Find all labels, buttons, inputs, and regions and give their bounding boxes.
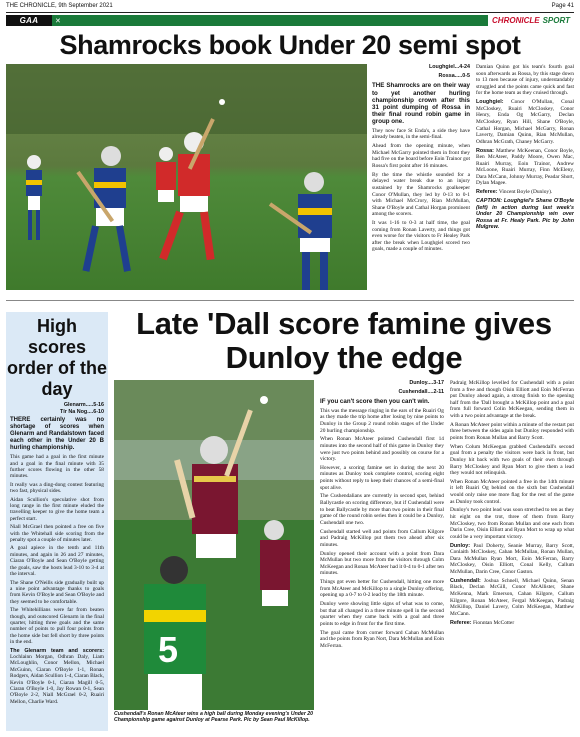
sidebar-lead: THERE certainly was no shortage of scores when Glenarm and Randalstown faced each other in the Under 20 B hurling championship. (10, 417, 104, 452)
team1-list: Conor O'Mullan, Conal McCloskey, Ruairi McCloskey, Conor Henry, Enda Og McGarry, Declan McCloskey, Ryan Hill, Shane O'Boyle, Cathal Horgan, Michael McGarry, Ronan Laverty, Damian Quinn, Rian McMullan, Odhran McGrath, Chaney McGarry. (476, 99, 574, 145)
story2-p14: Dunloy's two point lead was soon stretched to ten as they hit eight on the trot, three of them from Barry McCloskey, two from Ronan Mullan and one each from Darin Cree, Oisin Elliott and Ryan Mort to wrap up what could be a very important victory. (450, 507, 574, 540)
story1-p1: They now face St Enda's, a side they have already beaten, in the semi-final. (372, 127, 470, 141)
story1-p4: It was 1-16 to 0-3 at half time, the goal coming from Ronan Laverty, and things got even worse for the visitors to Fr Healey Park after the break when Loughgiel scored two goals, made a couple of minutes. (372, 220, 470, 253)
team2-label: Rossa: (476, 147, 494, 154)
story2-score-2: Cushendall....2-11 (398, 388, 444, 395)
story2-p5: Cushendall started well and points from Callum Kilgore and Padraig McKillop put them two ahead after six minutes. (320, 528, 444, 548)
story2-team1-label: Dunloy: (450, 542, 471, 549)
story1-p2: Ahead from the opening minute, when Michael McGarry pointed them in front they had five on the board before Eoin Trainor got Rossa's first point after 16 minutes. (372, 143, 470, 169)
sidebar-p7: The Whitehillians were far from beaten though, and outscored Glenarm in the final quarter, hitting three goals and the same number of points to pull four points from the home side but fell short by three points in the end. (10, 607, 104, 646)
sidebar-team-list: Lochlainn Morgan, Odhran Daly, Liam McLoughlin, Conor Mellon, Michael McGuinn, Ciaran O'Boyle 1-1, Ronan Rodgers, Aidan Scullion 1-4, Ciaran Black, Kevin O'Boyle 0-1, Ciaran Magill 0-5, Ciaran O'Boyle 1-0, Jay Rowan 0-1, Sean O'Boyle 2-2, Niall McGrael 0-2, Ruairi Mellon, Charlie Ward. (10, 653, 104, 705)
story2-p9: The goal came from corner forward Cahan McMullan and the points from Ryan Nort, Dara McMullan and Eoin McFerran. (320, 629, 444, 649)
story1-photo (6, 64, 367, 290)
story2-photo (114, 380, 314, 710)
sidebar-score-2: Tír Na Nog....6-10 (59, 408, 104, 415)
story1-score-1: Loughgiel...4-24 (428, 64, 470, 70)
sidebar-team (10, 648, 104, 706)
story1-headline: Shamrocks book Under 20 semi spot (59, 30, 521, 60)
story2-referee (450, 620, 574, 627)
sidebar-p3: Aidan Scullion's speculative shot from long range in the first minute eluded the travelling keeper to give the home team a perfect start. (10, 496, 104, 522)
story2-p3: However, a scoring famine set in during the next 20 minutes as Dunloy took complete control, scoring eight points without reply to keep their chances of a semi-final spot alive. (320, 464, 444, 491)
story2-team2-label: Cushendall: (450, 577, 481, 584)
referee-label: Referee: (476, 189, 498, 196)
team1-label: Loughgiel: (476, 99, 504, 106)
story2-p10: Padraig McKillop levelled for Cushendall with a point from a free and though Oisin Elliott and Eoin McFerran put Dunloy ahead again, a strong finish to the opening half from the 'Dall brought a McKillop point and a goal from full forward Colin McKeegan, sending them in with a two point advantage at the break. (450, 380, 574, 419)
svg-text:5: 5 (158, 629, 179, 670)
story1-caption (476, 198, 574, 231)
sidebar-p1: This game had a goal in the first minute and a goal in the final minute with 35 further scores flowing in the other 58 minutes. (10, 454, 104, 480)
story2-score-1: Dunloy....3-17 (409, 380, 444, 386)
story-divider (6, 300, 574, 301)
caption-label: CAPTION: (476, 198, 503, 205)
referee-name: Vincent Boyle (Dunloy). (498, 189, 553, 196)
sidebar-p4: Niall McGrael then pointed a free on five with the Whitehall side scoring from the penalty spot a couple of minutes later. (10, 524, 104, 544)
story2-column-b (450, 380, 574, 735)
story1-p5: Damian Quinn got his team's fourth goal soon afterwards as Rossa, by this stage down to 13 men because of injury, understandably struggled and the points came quick and fast for the home team as they cruised through. (476, 64, 574, 97)
hurley-icon: ✕ (55, 16, 61, 25)
story2-p13: When Ronan McAteer pointed a free in the 14th minute it left Ruairi Og behind on the sixth but Cushendall would only raise one more flag for the rest of the game as Dunloy took control. (450, 478, 574, 505)
story1-p3: By the time the whistle sounded for a delayed water break due to an injury sustained by the Shamrocks goalkeeper Conor O'Mullan, they led by 0-13 to 0-1 with Michael McCrory, Rian McMullan, Shane O'Boyle and Cathal Horgan prominent among the scorers. (372, 171, 470, 218)
header-rule (6, 12, 574, 13)
story2-referee-name: Fionntan McCotter (472, 619, 515, 626)
story2-p12: When Colum McKeegan grabbed Cushendall's second goal from a penalty the visitors were back in front, but Dunloy hit back with two goals of their own through Barry McCloskey and Ryan Mort to give them a lead they would not relinquish. (450, 443, 574, 477)
story1-score-2: Rossa.....0-5 (438, 72, 470, 79)
sidebar-headline: High scores order of the day (6, 316, 107, 399)
paper-date: THE CHRONICLE, 9th September 2021 (6, 3, 113, 9)
story2-team2 (450, 578, 574, 618)
sidebar-p5: A goal apiece in the tenth and 11th minutes, and again in 26 and 27 minutes, Ciaran O'Boyle and Sean O'Boyle getting the goals, saw the hosts lead 3-10 to 3-4 at the interval. (10, 545, 104, 578)
story1-team2 (476, 148, 574, 188)
story1-referee (476, 189, 574, 196)
sidebar-p2: It really was a ding-dong contest featuring two fast, physical sides. (10, 481, 104, 495)
story2-headline: Late 'Dall score famine gives Dunloy the edge (136, 306, 552, 375)
brand-sub: SPORT (542, 16, 570, 25)
story2-p1: This was the message ringing in the ears of the Ruairi Og as they made the trip home after losing by nine points to Dunloy in the Group 2 round robin stages of the Under 20 hurling championship. (320, 407, 444, 434)
story2-column-a (320, 380, 444, 735)
story1-lead: THE Shamrocks are on their way to yet another hurling championship crown after this 31 point dumping of Rossa in their final round robin game in group one. (372, 82, 470, 126)
story1-team1 (476, 99, 574, 145)
brand-main: CHRONICLE (492, 16, 540, 25)
story2-lead: IF you can't score then you can't win. (320, 398, 430, 406)
sidebar-story (6, 312, 108, 731)
brand-logo (488, 15, 574, 26)
story2-referee-label: Referee: (450, 619, 472, 626)
story2-caption: Cushendall's Ronan McAteer wins a high ball during Monday evening's Under 20 Championship game against Dunloy at Pearse Park. Pic by Sean Paul McKillop. (114, 711, 314, 724)
story2-team2-list: Joshua Schnell, Michael Quinn, Senan Black, Declan McGill, Conor McAllister, Shane McKenna, Mark Emerson, Cahan Kilgore, Callum Kilgore, Ronan McAteer, Fergal McKeegan, Padraig McKillop, Daniel Lavery, Colm McKeegan, Matthew McCann. (450, 577, 574, 617)
story2-p8: Dunloy were showing little signs of what was to come, but that all changed in a three minute spell in the second quarter when they came back with a goal and three points to edge in front for the first time. (320, 601, 444, 627)
story1-column-b (476, 64, 574, 290)
gaa-tab: GAA (6, 15, 52, 26)
section-banner (6, 15, 574, 26)
sidebar-p6: The Shane O'Neills side gradually built up a nine point advantage thanks to goals from Kevin O'Boyle and Sean O'Boyle and they seemed to be comfortable. (10, 579, 104, 605)
sidebar-body (6, 415, 108, 705)
team2-list: Matthew McKeenan, Conor Boyle, Ben McAteer, Paddy Moore, Owen Mac, Ruairi Murray, Eoin Trainor, Andrew McLoone, Ruairi Murray, Finn McEleny, Dara McCann, Johnny Murray, Peadar Short, Dylan Magee. (476, 147, 574, 187)
story2-team1-list: Paul Doherty, Seanie Murray, Barry Scott, Conlaith McCloskey, Cahan McMullan, Ronan Mullan, Dara McMullan Ryan Mort, Eoin McFerran, Barry McCloskey, Oisin Elliott, Conal Kelly, Callum McMullan, Darin Cree, Conor Gaston. (450, 542, 574, 575)
story2-p4: The Cushendalians are currently in second spot, behind Ballycastle on scoring difference, but if Cushendall were to beat Ballycastle by more than two points in their final game of the round robin series then it could be a Dunloy, Cushendall one two. (320, 493, 444, 526)
story2-p2: When Ronan McAteer pointed Cushendall first 14 minutes into the second half of this game in Dunloy they were just two points behind and possibly on course for a victory. (320, 436, 444, 463)
story2-p6: Dunloy opened their account with a point from Dara McMullan but two more from the visitors through Colm McKeegan and Ronan McAteer had it 0-4 to 0-1 after ten minutes. (320, 550, 444, 577)
story2-team1 (450, 543, 574, 576)
story2-p11: A Ronan McAteer point within a minute of the restart put three between the sides again but Dunloy responded with points from Ronan Mullan and Barry Scott. (450, 421, 574, 441)
page-number: Page 41 (551, 3, 574, 9)
story2-p7: Things got even better for Cushendall, hitting one more from McAteer and McKillop to a single Dunloy offering, opening up a 0-7 to 0-2 lead by the 18th minute. (320, 579, 444, 599)
story1-column-a (372, 64, 470, 290)
caption-text: Loughgiel's Shane O'Boyle (left) in action during last week's Under 20 Championship win over Rossa at Fr. Healy Park. Pic by John Mulgrew. (476, 198, 574, 231)
sidebar-team-label: The Glenarm team and scorers: (10, 647, 104, 654)
sidebar-score-1: Glenarm.....5-16 (63, 402, 104, 408)
